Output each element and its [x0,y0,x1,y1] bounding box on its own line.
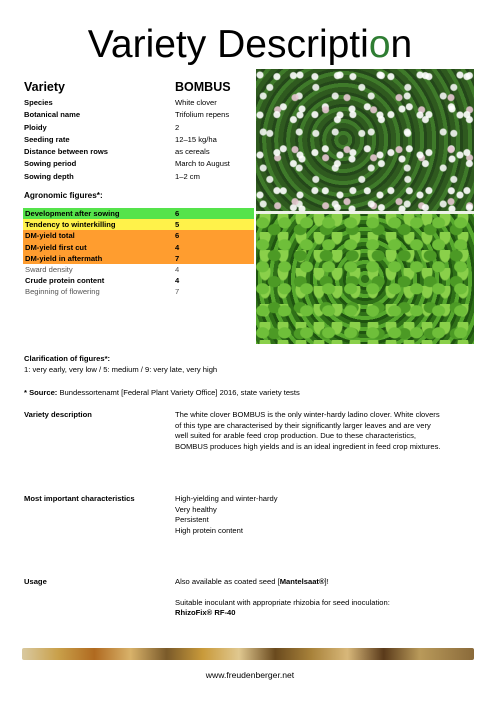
description-line: well suited for arable feed crop production. Due to these characteristics, [175,431,417,441]
agronomic-row [23,264,254,275]
spec-key: Ploidy [24,122,47,132]
coated-seed-pre: Also available as coated seed [ [175,577,280,586]
spec-row [24,159,254,171]
clover-leaves-image [256,214,474,344]
spec-row [24,110,254,122]
description-line: of this type are characterised by their significantly larger leaves and are very [175,420,431,430]
spec-key: Distance between rows [24,147,108,157]
agronomic-row [23,253,254,264]
agronomic-key: Tendency to winterkilling [25,220,116,230]
characteristic-item: Very healthy [175,504,217,514]
agronomic-row [23,219,254,230]
source-label: * Source: [24,388,58,397]
spec-value: Trifolium repens [175,110,230,120]
agronomic-key: DM-yield total [25,231,75,241]
agronomic-value: 4 [175,276,180,286]
spec-key: Seeding rate [24,134,70,144]
title-text: Variety Descripti [87,23,369,66]
seed-strip-image [22,648,474,660]
agronomic-value: 7 [175,287,180,297]
spec-value: White clover [175,98,217,107]
description-line: BOMBUS produces high yields and is an ideal ingredient in feed crop mixtures. [175,441,441,451]
characteristic-item: High protein content [175,525,243,535]
spec-row [24,135,254,147]
agronomic-row [23,275,254,286]
coated-seed-note [175,577,475,588]
usage-label: Usage [24,577,47,586]
agronomic-key: Beginning of flowering [25,287,100,297]
description-line: The white clover BOMBUS is the only winter-hardy ladino clover. White clovers [175,410,440,419]
agronomic-key: Development after sowing [25,209,120,218]
spec-value: 2 [175,122,180,132]
spec-key: Species [24,98,53,107]
variety-label: Variety [24,80,66,94]
agronomic-value: 4 [175,242,180,252]
description-text [175,410,475,452]
agronomic-key: DM-yield first cut [25,242,87,252]
spec-row [24,123,254,135]
usage-text [175,577,475,619]
clover-flowering-image [256,69,474,211]
agronomic-table [23,208,254,298]
clover-photo [256,69,474,344]
leaf-icon: o [368,23,391,66]
title-text-end: n [390,23,413,66]
inoculant-note: Suitable inoculant with appropriate rhizobia for seed inoculation: [175,597,390,607]
spec-value: as cereals [175,147,210,157]
characteristics-label: Most important characteristics [24,494,135,503]
agronomic-value: 5 [175,220,180,230]
agronomic-row [23,230,254,241]
agronomic-row [23,242,254,253]
agronomic-value: 7 [175,253,180,263]
source-note [24,388,300,397]
spec-value: 1–2 cm [175,171,200,181]
clarification-heading: Clarification of figures*: [24,354,111,363]
agronomic-value: 6 [175,231,180,241]
inoculant-product: RhizoFix® RF-40 [175,608,236,618]
description-label: Variety description [24,410,92,419]
characteristics-list [175,494,475,536]
spec-value: March to August [175,159,230,169]
coated-seed-post: ]! [324,577,329,586]
characteristic-item: High-yielding and winter-hardy [175,494,278,503]
agronomic-key: Sward density [25,264,73,274]
agronomic-row [23,208,254,219]
agronomic-key: DM-yield in aftermath [25,253,103,263]
spec-value: 12–15 kg/ha [175,134,217,144]
characteristic-item: Persistent [175,515,209,525]
source-text: Bundessortenamt [Federal Plant Variety Office] 2016, state variety tests [57,388,300,397]
spec-row [24,98,254,110]
spec-row [24,147,254,159]
spec-key: Sowing period [24,159,77,169]
agronomic-row [23,286,254,297]
agronomic-heading: Agronomic figures*: [24,191,103,200]
website-link[interactable]: www.freudenberger.net [205,670,295,680]
agronomic-value: 4 [175,264,180,274]
spec-row [24,172,254,184]
clarification-text: 1: very early, very low / 5: medium / 9: very late, very high [24,365,218,374]
agronomic-value: 6 [175,209,180,218]
spec-key: Sowing depth [24,171,74,181]
spec-key: Botanical name [24,110,81,120]
spec-table [24,98,254,184]
page-title [0,22,500,68]
coated-seed-brand: Mantelsaat® [279,577,325,586]
agronomic-key: Crude protein content [25,276,105,286]
variety-name: BOMBUS [175,80,231,94]
